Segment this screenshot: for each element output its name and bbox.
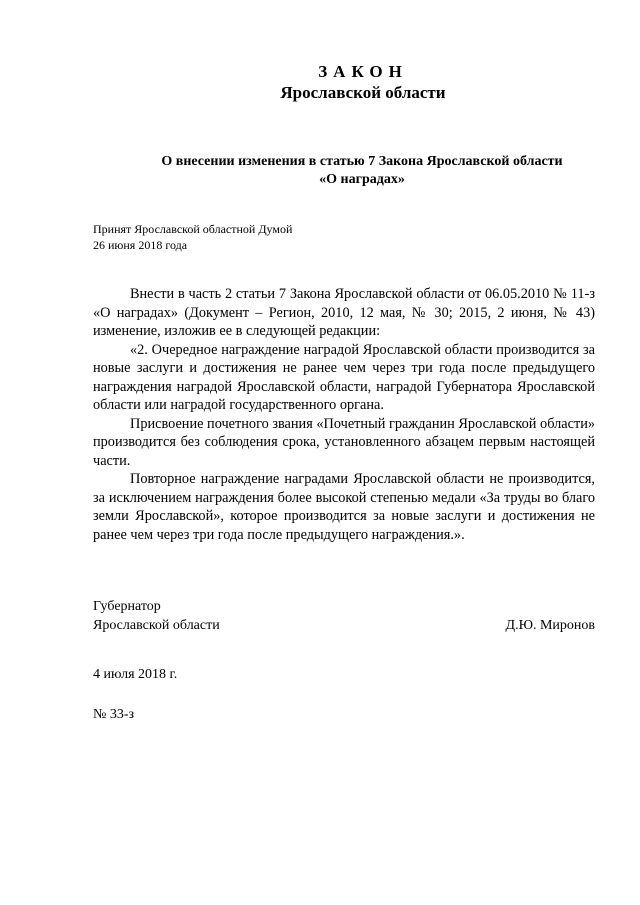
adoption-date: 26 июня 2018 года (93, 238, 188, 252)
document-type-title: ЗАКОН (318, 62, 408, 81)
adoption-body: Принят Ярославской областной Думой (93, 222, 293, 236)
body-paragraph: Присвоение почетного звания «Почетный гражданин Ярославской области» производится без соблюдения срока, установленного абзацем первым настоящей части. (93, 415, 595, 469)
signatory-position-line-2: Ярославской области (93, 618, 220, 633)
law-body (93, 285, 595, 544)
signatory-name: Д.Ю. Миронов (505, 618, 595, 633)
law-subject-line-1: О внесении изменения в статью 7 Закона Ярославской области (161, 154, 563, 169)
adoption-note (93, 221, 292, 253)
signatory-position (93, 597, 220, 635)
body-paragraph: «2. Очередное награждение наградой Ярославской области производится за новые заслуги и достижения не ранее чем через три года после предыдущего награждения наградой Ярославской области, наградой Губернатора Ярославской области или наградой государственного органа. (93, 341, 595, 413)
document-region: Ярославской области (280, 83, 446, 102)
body-paragraph: Внести в часть 2 статьи 7 Закона Ярославской области от 06.05.2010 № 11-з «О наградах» (Документ – Регион, 2010, 12 мая, № 30; 2015, 2 июня, № 43) изменение, изложив ее в следующей редакции: (93, 286, 595, 339)
body-paragraph: Повторное награждение наградами Ярославской области не производится, за исключением награждения более высокой степенью медали «За труды во благо земли Ярославской», которое производится за новые заслуги и достижения не ранее чем через три года после предыдущего награждения.». (93, 471, 595, 543)
law-subject-line-2: «О наградах» (319, 172, 405, 187)
signatory-position-line-1: Губернатор (93, 599, 161, 614)
law-subject (92, 153, 632, 189)
signing-date: 4 июля 2018 г. (93, 667, 178, 682)
law-number: № 33-з (93, 707, 135, 722)
